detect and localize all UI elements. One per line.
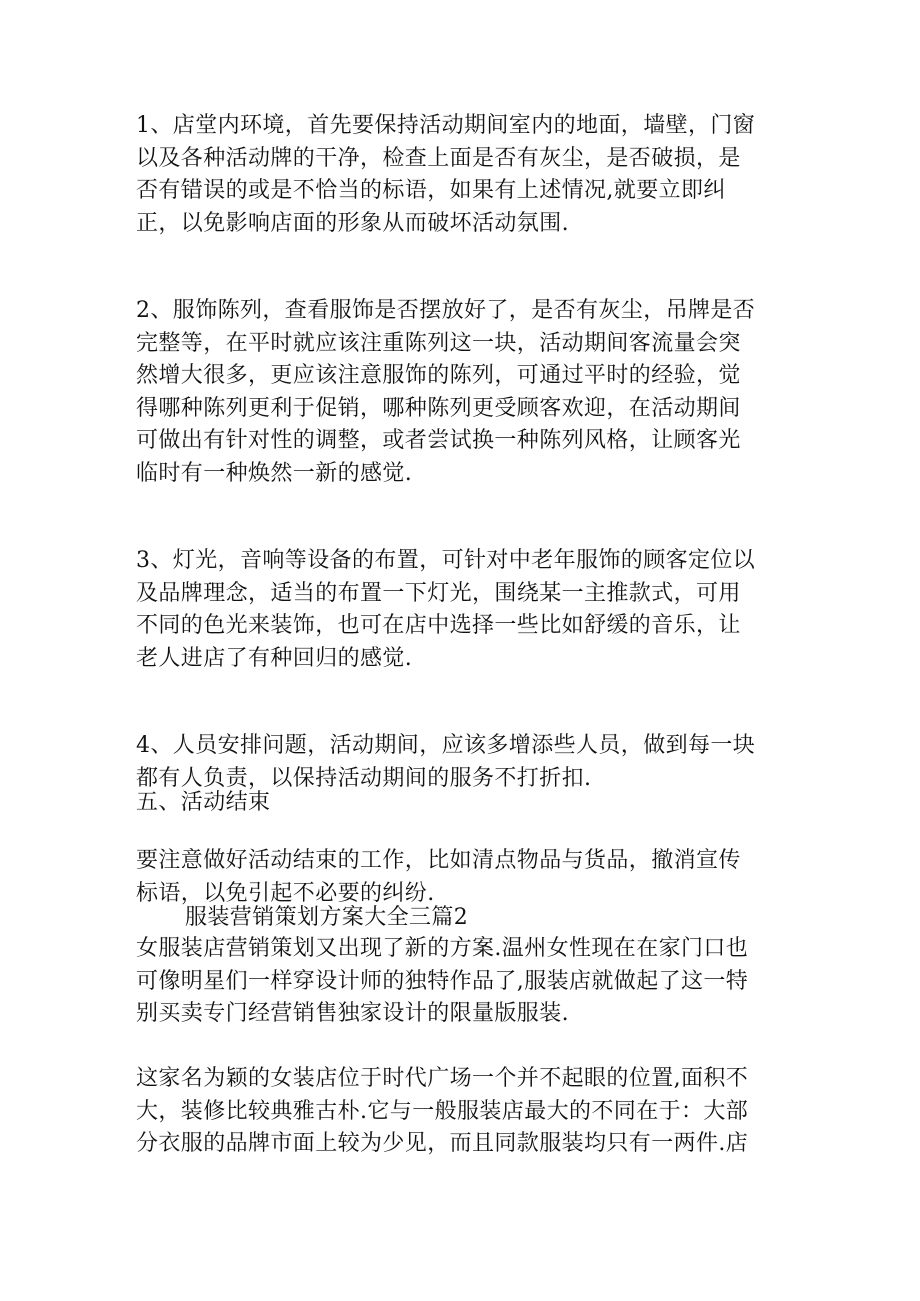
text-line: 4、人员安排问题，活动期间，应该多增添些人员，做到每一块 [136, 733, 756, 758]
paragraph-store-description [136, 1063, 786, 1161]
text-line: 女服装店营销策划又出现了新的方案.温州女性现在在家门口也 [136, 936, 749, 961]
text-line: 临时有一种焕然一新的感觉. [136, 460, 413, 486]
text-line: 2、服饰陈列，查看服饰是否摆放好了，是否有灰尘，吊牌是否 [136, 298, 756, 323]
text-line: 完整等，在平时就应该注重陈列这一块，活动期间客流量会突 [136, 330, 741, 356]
document-title: 服装营销策划方案大全三篇2 [185, 905, 469, 930]
text-line: 1、店堂内环境，首先要保持活动期间室内的地面，墙壁，门窗 [136, 113, 756, 138]
paragraph-new-plan [136, 933, 786, 1031]
text-line: 得哪种陈列更利于促销，哪种陈列更受顾客欢迎，在活动期间 [136, 395, 741, 421]
text-line: 这家名为颖的女装店位于时代广场一个并不起眼的位置,面积不 [136, 1066, 749, 1091]
text-line: 都有人负责，以保持活动期间的服务不打折扣. [136, 765, 592, 791]
text-line: 可像明星们一样穿设计师的独特作品了,服装店就做起了这一特 [136, 968, 749, 994]
text-line: 及品牌理念，适当的布置一下灯光，围绕某一主推款式，可用 [136, 580, 741, 606]
text-line: 3、灯光，音响等设备的布置，可针对中老年服饰的顾客定位以 [136, 548, 756, 573]
text-line: 可做出有针对性的调整，或者尝试换一种陈列风格，让顾客光 [136, 428, 741, 453]
text-line: 以及各种活动牌的干净，检查上面是否有灰尘，是否破损，是 [136, 145, 741, 171]
text-line: 大，装修比较典雅古朴.它与一般服装店最大的不同在于：大部 [136, 1098, 749, 1124]
text-line: 标语，以免引起不必要的纠纷. [136, 880, 435, 906]
text-line: 老人进店了有种回归的感觉. [136, 645, 413, 671]
paragraph-store-environment [136, 110, 786, 240]
text-line: 要注意做好活动结束的工作，比如清点物品与货品，撤消宣传 [136, 848, 741, 873]
text-line: 别买卖专门经营销售独家设计的限量版服装. [136, 1001, 569, 1026]
text-line: 不同的色光来装饰，也可在店中选择一些比如舒缓的音乐，让 [136, 613, 741, 638]
paragraph-staffing [136, 730, 786, 795]
text-line: 分衣服的品牌市面上较为少见，而且同款服装均只有一两件.店 [136, 1131, 749, 1156]
text-line: 正，以免影响店面的形象从而破坏活动氛围. [136, 210, 569, 236]
paragraph-clothing-display [136, 295, 786, 490]
paragraph-activity-end [136, 845, 786, 910]
paragraph-section-heading [136, 787, 786, 820]
text-line: 然增大很多，更应该注意服饰的陈列，可通过平时的经验，觉 [136, 363, 741, 388]
text-line: 否有错误的或是不恰当的标语，如果有上述情况,就要立即纠 [136, 178, 726, 203]
section-heading: 五、活动结束 [136, 790, 271, 815]
paragraph-lighting-audio [136, 545, 786, 675]
